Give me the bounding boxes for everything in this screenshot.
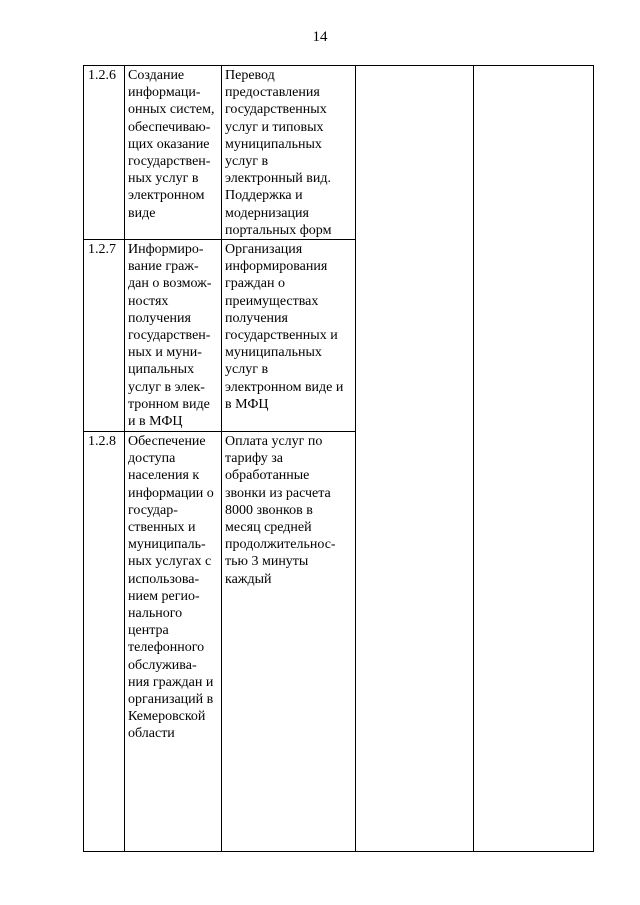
empty-cell-col4 xyxy=(356,66,474,852)
measure-description-cell: Перевод предоставления государственных услуг и типовых муниципальных услуг в электронный вид. Поддержка и модернизация портальных форм xyxy=(222,66,356,240)
empty-cell-col5 xyxy=(474,66,594,852)
measure-description-cell: Оплата услуг по тарифу за обработанные звонки из расчета 8000 звонков в месяц средней продолжительнос- тью 3 минуты каждый xyxy=(222,432,356,852)
measure-name-cell: Обеспечение доступа населения к информации о государ- ственных и муниципаль- ных услугах с использова- нием регио- нального центра телефонного обслужива- ния граждан и организаций в Кемеровской области xyxy=(125,432,222,852)
table-row xyxy=(84,66,594,240)
page-number: 14 xyxy=(312,29,328,45)
measure-description-cell: Организация информирования граждан о преимуществах получения государственных и муниципальных услуг в электронном виде и в МФЦ xyxy=(222,240,356,432)
measure-name-cell: Информиро- вание граж- дан о возмож- ностях получения государствен- ных и муни- ципальных услуг в элек- тронном виде и в МФЦ xyxy=(125,240,222,432)
row-number-cell: 1.2.6 xyxy=(84,66,125,240)
row-number-cell: 1.2.8 xyxy=(84,432,125,852)
measures-table xyxy=(83,65,594,852)
measure-name-cell: Создание информаци- онных систем, обеспечиваю- щих оказание государствен- ных услуг в электронном виде xyxy=(125,66,222,240)
row-number-cell: 1.2.7 xyxy=(84,240,125,432)
